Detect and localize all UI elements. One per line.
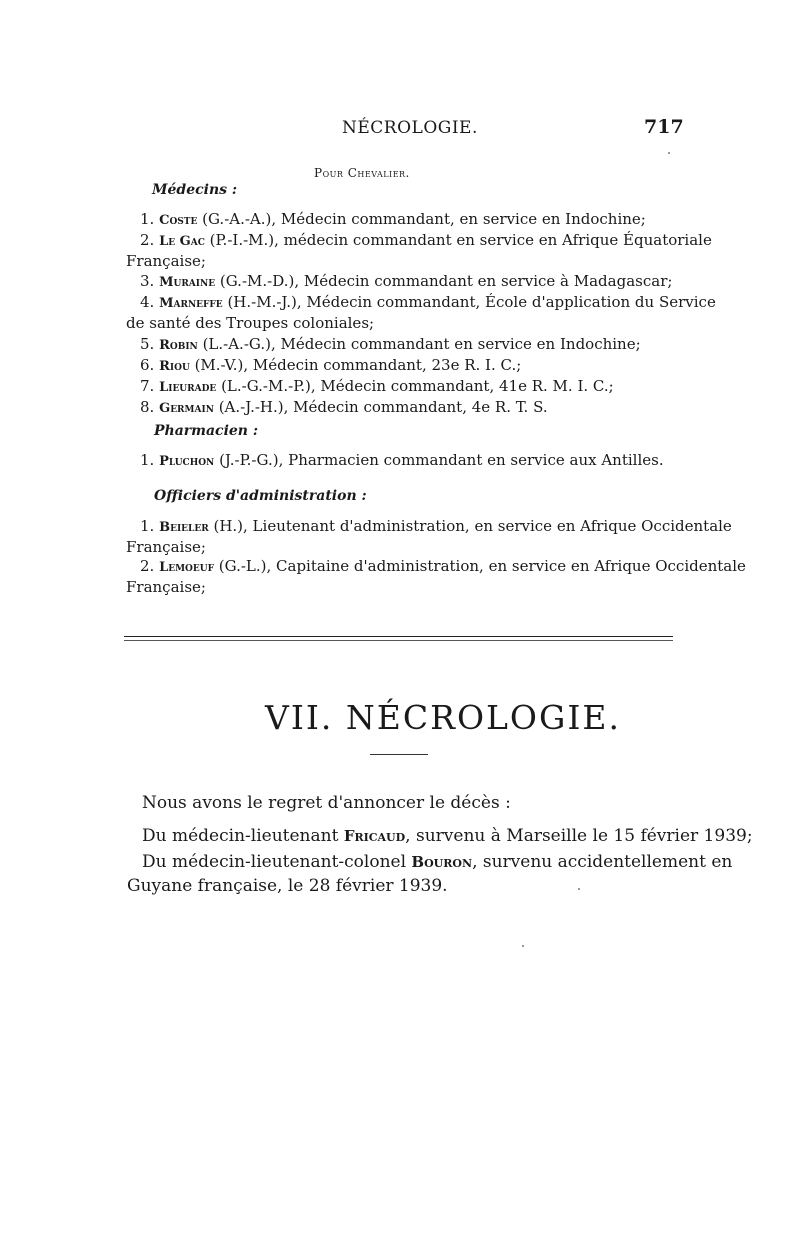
list-item: 8. Germain (A.-J.-H.), Médecin commandant, 4e R. T. S. bbox=[140, 398, 548, 416]
necrology-entry: Du médecin-lieutenant-colonel Bouron, survenu accidentellement en bbox=[142, 852, 733, 872]
running-header-title: NÉCROLOGIE. bbox=[342, 118, 478, 138]
medecins-label: Médecins : bbox=[152, 182, 238, 198]
paper-speck bbox=[668, 152, 670, 154]
list-item-continuation: Française; bbox=[126, 538, 206, 556]
list-item: 2. Le Gac (P.-I.-M.), médecin commandant en service en Afrique Équatoriale bbox=[140, 231, 712, 249]
list-item: 1. Coste (G.-A.-A.), Médecin commandant, en service en Indochine; bbox=[140, 210, 646, 228]
section-separator-rule-thin bbox=[124, 640, 673, 641]
necrology-entry-continuation: Guyane française, le 28 février 1939. bbox=[127, 876, 448, 896]
list-item: 7. Lieurade (L.-G.-M.-P.), Médecin commandant, 41e R. M. I. C.; bbox=[140, 377, 614, 395]
pharmacien-label: Pharmacien : bbox=[154, 423, 259, 439]
list-item: 1. Beieler (H.), Lieutenant d'administration, en service en Afrique Occidentale bbox=[140, 517, 732, 535]
officiers-label: Officiers d'administration : bbox=[154, 488, 367, 504]
list-item: 2. Lemoeuf (G.-L.), Capitaine d'administration, en service en Afrique Occidentale bbox=[140, 557, 746, 575]
list-item: 1. Pluchon (J.-P.-G.), Pharmacien commandant en service aux Antilles. bbox=[140, 451, 664, 469]
section-separator-rule bbox=[124, 636, 673, 637]
list-item: 3. Muraine (G.-M.-D.), Médecin commandant en service à Madagascar; bbox=[140, 272, 673, 290]
chapter-title: VII. NÉCROLOGIE. bbox=[265, 698, 621, 737]
necrology-intro: Nous avons le regret d'annoncer le décès : bbox=[142, 793, 511, 813]
list-item-continuation: Française; bbox=[126, 578, 206, 596]
list-item: 6. Riou (M.-V.), Médecin commandant, 23e R. I. C.; bbox=[140, 356, 522, 374]
list-item: 5. Robin (L.-A.-G.), Médecin commandant en service en Indochine; bbox=[140, 335, 641, 353]
list-item: 4. Marneffe (H.-M.-J.), Médecin commandant, École d'application du Service bbox=[140, 293, 716, 311]
list-item-continuation: Française; bbox=[126, 252, 206, 270]
section-heading: Pour Chevalier. bbox=[314, 166, 410, 180]
necrology-entry: Du médecin-lieutenant Fricaud, survenu à Marseille le 15 février 1939; bbox=[142, 826, 753, 846]
chapter-title-underline bbox=[370, 754, 428, 755]
page-number: 717 bbox=[644, 116, 684, 138]
list-item-continuation: de santé des Troupes coloniales; bbox=[126, 314, 375, 332]
paper-speck bbox=[522, 945, 524, 947]
paper-speck bbox=[578, 888, 580, 890]
